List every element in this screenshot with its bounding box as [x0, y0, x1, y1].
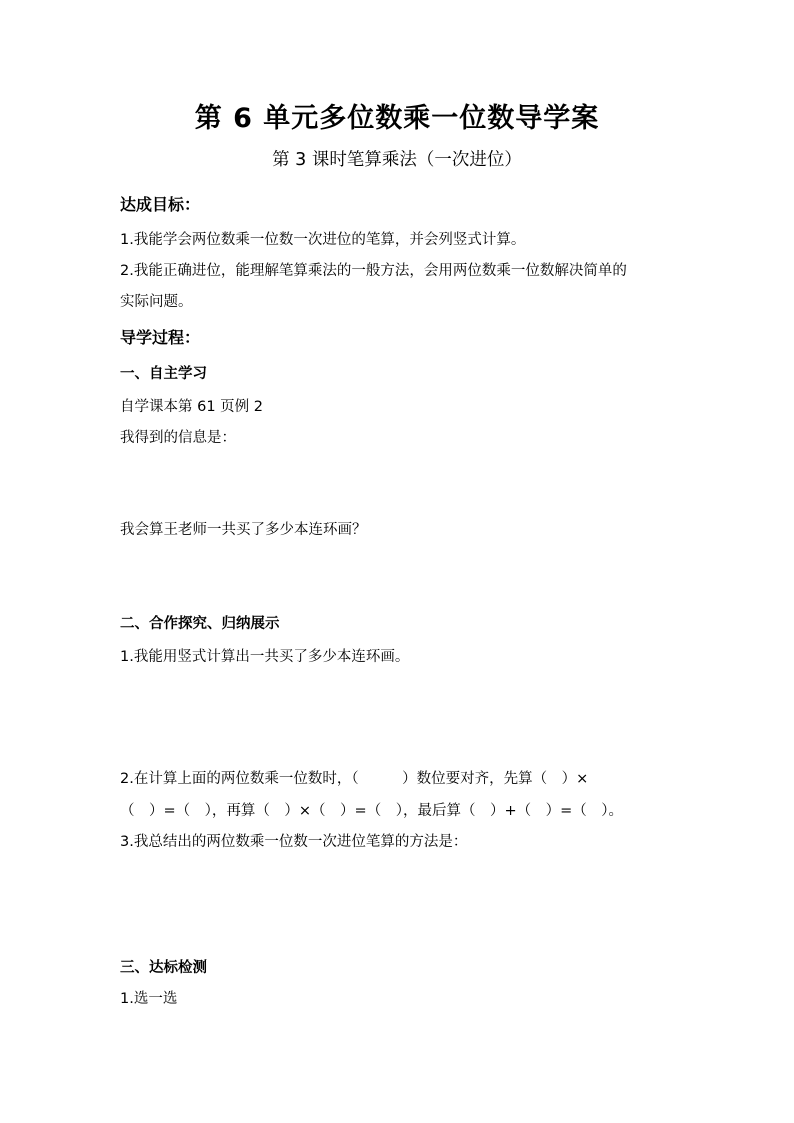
section-3-item-1: 1.选一选 [120, 991, 178, 1007]
goals-heading: 达成目标： [120, 195, 201, 214]
section-2-item-1: 1.我能用竖式计算出一共买了多少本连环画。 [120, 649, 410, 665]
section-2-item-2-line-2: （ ）=（ ），再算（ ）×（ ）=（ ），最后算（ ）+（ ）=（ ）。 [120, 803, 623, 819]
section-2-heading: 二、合作探究、归纳展示 [120, 616, 280, 632]
process-heading: 导学过程： [120, 328, 201, 347]
section-3-heading: 三、达标检测 [120, 960, 207, 976]
goal-item-1: 1.我能学会两位数乘一位数一次进位的笔算，并会列竖式计算。 [120, 232, 526, 248]
section-1-line-1: 自学课本第 61 页例 2 [120, 399, 264, 415]
page-title: 第 6 单元多位数乘一位数导学案 [194, 103, 600, 134]
goal-item-2-line-1: 2.我能正确进位，能理解笔算乘法的一般方法，会用两位数乘一位数解决简单的 [120, 263, 627, 279]
section-1-heading: 一、自主学习 [120, 366, 207, 382]
goal-item-2-line-2: 实际问题。 [120, 294, 193, 310]
section-1-line-3: 我会算王老师一共买了多少本连环画？ [120, 522, 367, 538]
section-2-item-2-line-1: 2.在计算上面的两位数乘一位数时，（ ）数位要对齐，先算（ ）× [120, 771, 589, 787]
section-1-line-2: 我得到的信息是： [120, 430, 236, 446]
section-2-item-3: 3.我总结出的两位数乘一位数一次进位笔算的方法是： [120, 834, 468, 850]
page-subtitle: 第 3 课时笔算乘法（一次进位） [272, 150, 522, 170]
